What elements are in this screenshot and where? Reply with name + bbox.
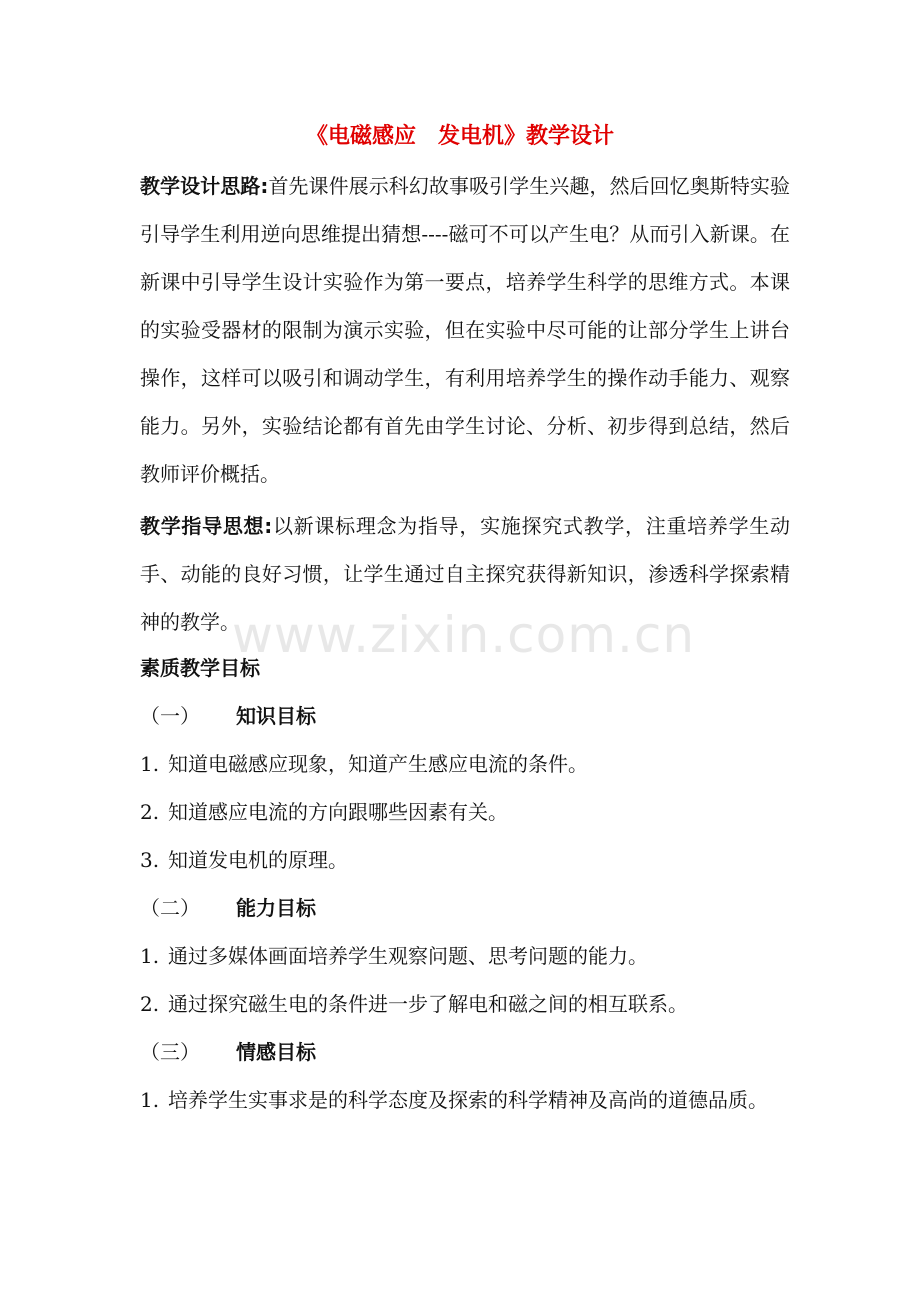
section-number: （三） — [140, 1040, 200, 1064]
section-label: 情感目标 — [236, 1040, 316, 1064]
item-number: 2. — [140, 800, 160, 824]
section-heading-ability — [140, 890, 316, 926]
item-number: 3. — [140, 848, 160, 872]
item-text: 知道发电机的原理。 — [168, 848, 348, 872]
item-number: 2. — [140, 992, 160, 1016]
item-number: 1. — [140, 944, 160, 968]
list-item — [140, 836, 790, 884]
list-item — [140, 788, 790, 836]
section-label: 能力目标 — [236, 896, 316, 920]
item-text: 通过探究磁生电的条件进一步了解电和磁之间的相互联系。 — [168, 992, 688, 1016]
section-number: （二） — [140, 896, 200, 920]
item-number: 1. — [140, 752, 160, 776]
section-number: （一） — [140, 704, 200, 728]
design-idea-label: 教学设计思路: — [140, 174, 269, 198]
guiding-idea-paragraph — [140, 502, 790, 646]
section-heading-knowledge — [140, 698, 316, 734]
design-idea-paragraph — [140, 162, 790, 498]
goals-heading: 素质教学目标 — [140, 656, 260, 680]
item-text: 知道感应电流的方向跟哪些因素有关。 — [168, 800, 508, 824]
guiding-idea-text: 以新课标理念为指导，实施探究式教学，注重培养学生动手、动能的良好习惯，让学生通过自主探究获得新知识，渗透科学探索精神的教学。 — [140, 514, 791, 634]
item-text: 知道电磁感应现象，知道产生感应电流的条件。 — [168, 752, 588, 776]
watermark: www.zixin.com.cn — [232, 606, 696, 664]
document-title: 《电磁感应 发电机》教学设计 — [305, 123, 614, 149]
list-item — [140, 980, 790, 1028]
item-number: 1. — [140, 1088, 160, 1112]
list-item — [140, 932, 790, 980]
list-item — [140, 740, 790, 788]
section-label: 知识目标 — [236, 704, 316, 728]
guiding-idea-label: 教学指导思想: — [140, 514, 273, 538]
item-text: 培养学生实事求是的科学态度及探索的科学精神及高尚的道德品质。 — [168, 1088, 768, 1112]
item-text: 通过多媒体画面培养学生观察问题、思考问题的能力。 — [168, 944, 648, 968]
section-heading-emotion — [140, 1034, 316, 1070]
list-item — [140, 1076, 818, 1124]
design-idea-text: 首先课件展示科幻故事吸引学生兴趣，然后回忆奥斯特实验引导学生利用逆向思维提出猜想----磁可不可以产生电？从而引入新课。在新课中引导学生设计实验作为第一要点，培养学生科学的思维方式。本课的实验受器材的限制为演示实验，但在实验中尽可能的让部分学生上讲台操作，这样可以吸引和调动学生，有利用培养学生的操作动手能力、观察能力。另外，实验结论都有首先由学生讨论、分析、初步得到总结，然后教师评价概括。 — [140, 174, 790, 486]
